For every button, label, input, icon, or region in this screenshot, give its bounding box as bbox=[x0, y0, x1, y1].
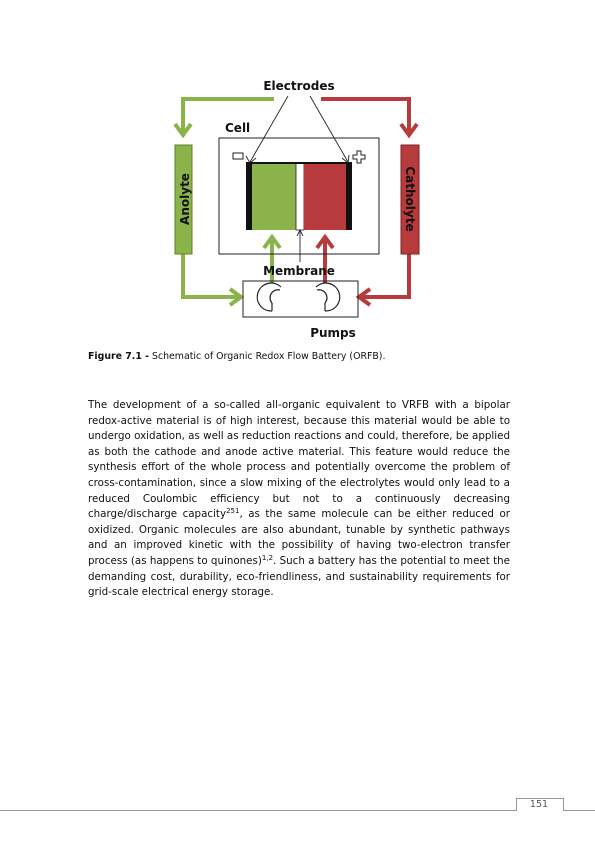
minus-sign-icon bbox=[233, 153, 243, 159]
anolyte-label: Anolyte bbox=[178, 173, 192, 225]
paragraph-part-3: . Such a battery has the potential to meet the demanding cost, durability, eco-friendliness, and sustainability requirements for grid-scale electrical energy storage. bbox=[88, 554, 510, 599]
anolyte-half-cell bbox=[252, 163, 296, 230]
reference-1-2: 1,2 bbox=[261, 553, 274, 562]
orfb-schematic bbox=[0, 0, 595, 345]
footer-rule bbox=[0, 810, 595, 811]
catholyte-label: Catholyte bbox=[403, 166, 417, 232]
membrane-label: Membrane bbox=[263, 264, 335, 278]
figure-caption-text: Schematic of Organic Redox Flow Battery (ORFB). bbox=[149, 351, 386, 362]
membrane-pointer bbox=[297, 230, 303, 262]
anolyte-pump-icon bbox=[257, 283, 281, 311]
catholyte-half-cell bbox=[304, 163, 346, 230]
plus-sign-icon bbox=[353, 151, 365, 163]
paragraph-part-2: , as the same molecule can be either reduced or oxidized. Organic molecules are also abundant, tunable by synthetic pathways and an improved kinetic with the possibility of having two-electron transfer process (as happens to quinones) bbox=[88, 508, 510, 567]
catholyte-pump-icon bbox=[316, 283, 340, 311]
cell-label: Cell bbox=[225, 121, 251, 135]
negative-electrode bbox=[246, 163, 252, 230]
pumps-label: Pumps bbox=[310, 326, 356, 340]
positive-electrode bbox=[346, 163, 352, 230]
figure-label: Figure 7.1 - bbox=[88, 351, 150, 362]
body-paragraph bbox=[88, 398, 510, 601]
reference-251: 251 bbox=[226, 507, 240, 516]
figure-caption bbox=[88, 351, 528, 363]
paragraph-part-1: The development of a so-called all-organic equivalent to VRFB with a bipolar redox-active material is of high interest, because this material would be able to undergo oxidation, as well as reduction reactions and could, therefore, be applied as both the cathode and anode active material. This feature would reduce the synthesis effort of the whole process and potentially overcome the problem of cross-contamination, since a slow mixing of the electrolytes would only lead to a reduced Coulombic efficiency but not to a continuously decreasing charge/discharge capacity bbox=[88, 399, 510, 521]
electrodes-label: Electrodes bbox=[263, 79, 335, 93]
page-number: 151 bbox=[529, 799, 549, 810]
membrane bbox=[296, 163, 304, 230]
electrodes-pointer-lines bbox=[246, 96, 349, 163]
